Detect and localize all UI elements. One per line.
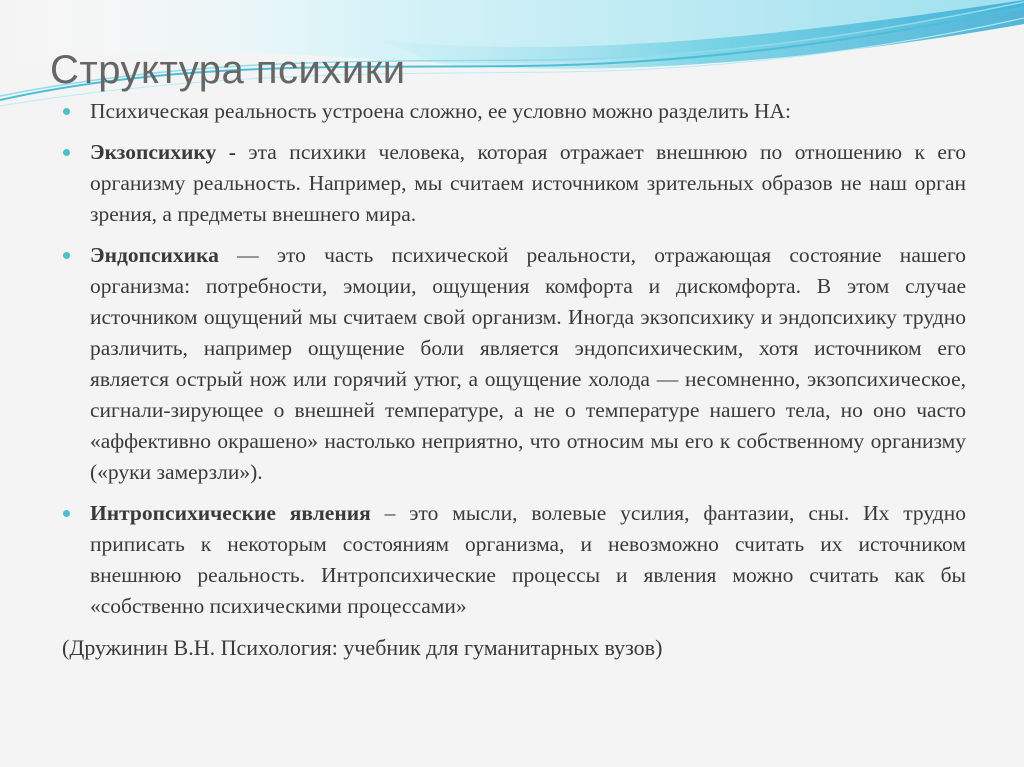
bullet-dot-icon bbox=[63, 510, 70, 517]
slide-title: Структура психики bbox=[50, 48, 406, 92]
bullet-term: Интропсихические явления bbox=[90, 501, 371, 525]
bullet-text: — это часть психической реальности, отражающая состояние нашего организма: потребности, эмоции, ощущения комфорта и дискомфорта. В этом случае источником ощущений мы считаем свой организм. Иногда экзопсихику и эндопсихику трудно различить, например ощущение боли является эндопсихическим, хотя источником его является острый нож или горячий утюг, а ощущение холода — несомненно, экзопсихическое, сигнали-зирующее о внешней температуре, а не о температуре нашего тела, но оно часто «аффективно окрашено» настолько неприятно, что относим мы его к собственному организму («руки замерзли»). bbox=[90, 243, 966, 484]
bullet-item bbox=[62, 137, 966, 230]
bullet-term: Экзопсихику - bbox=[90, 140, 249, 164]
bullet-text: – это мысли, волевые усилия, фантазии, сны. Их трудно приписать к некоторым состояниям организма, и невозможно считать их источником внешнюю реальность. Интропсихические процессы и явления можно считать как бы «собственно психическими процессами» bbox=[90, 501, 966, 618]
bullet-dot-icon bbox=[63, 252, 70, 259]
bullet-term: Эндопсихика bbox=[90, 243, 219, 267]
bullet-item bbox=[62, 240, 966, 488]
bullet-dot-icon bbox=[63, 108, 70, 115]
bullet-item bbox=[62, 498, 966, 622]
bullet-dot-icon bbox=[63, 149, 70, 156]
citation: (Дружинин В.Н. Психология: учебник для гуманитарных вузов) bbox=[62, 635, 663, 660]
slide-body bbox=[62, 96, 966, 685]
bullet-text: Психическая реальность устроена сложно, ее условно можно разделить НА: bbox=[90, 99, 791, 123]
bullet-item bbox=[62, 96, 966, 127]
bullet-text: эта психики человека, которая отражает внешнюю по отношению к его организму реальность. Например, мы считаем источником зрительных образов не наш орган зрения, а предметы внешнего мира. bbox=[90, 140, 967, 226]
